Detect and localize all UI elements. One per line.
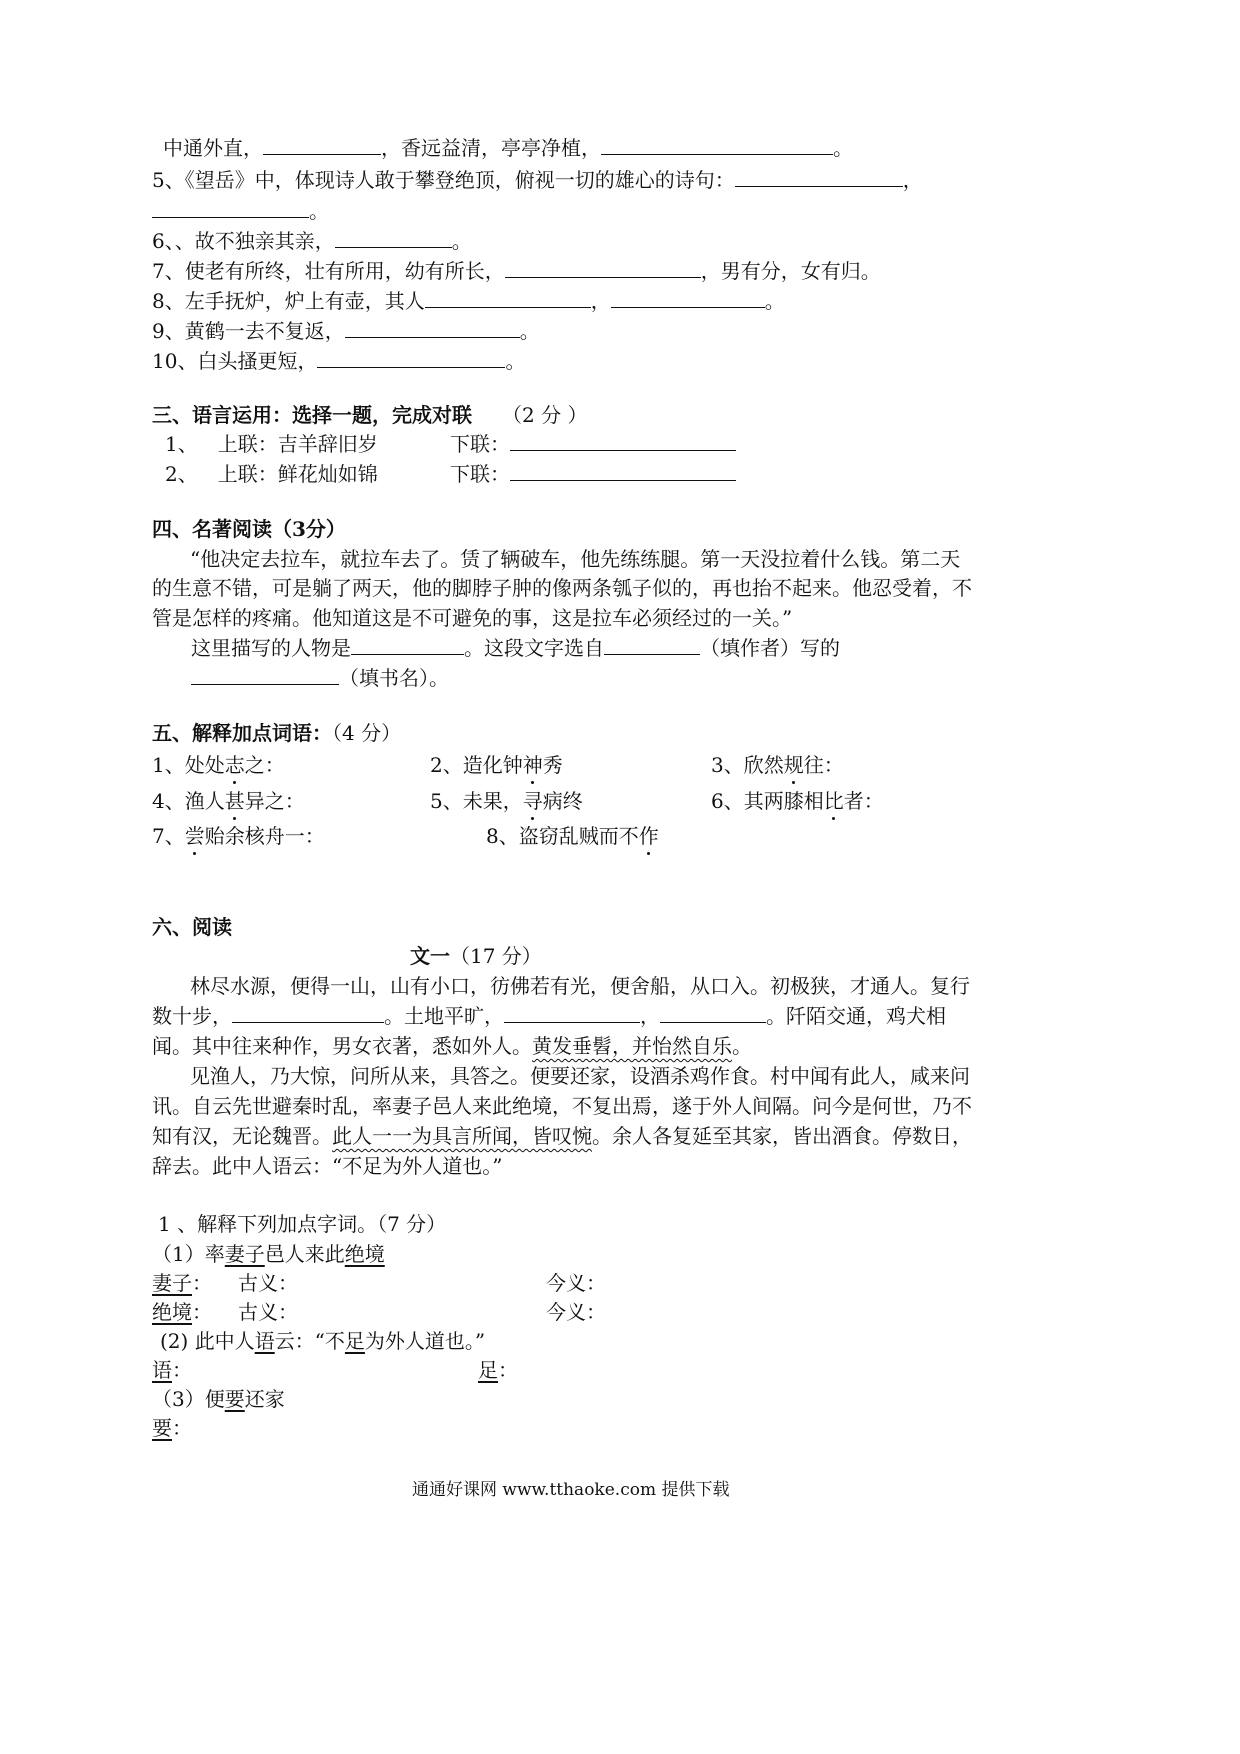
- passage-line: “他决定去拉车，就拉车去了。赁了辆破车，他先练练腿。第一天没拉着什么钱。第二天: [190, 547, 961, 571]
- couplet-answer-1: 下联：: [450, 430, 736, 458]
- poem-line-lotus: 中通外直， ，香远益清，亭亭净植， 。: [163, 136, 853, 160]
- question-10: 10、白头搔更短， 。: [152, 349, 526, 373]
- section-4-question: 这里描写的人物是 。这段文字选自 （填作者）写的: [191, 636, 840, 660]
- answer-blank[interactable]: [191, 664, 339, 685]
- answer-blank[interactable]: [735, 166, 903, 187]
- word-entry-4: 足：: [478, 1358, 518, 1382]
- question-heading: 1 、解释下列加点字词。（7 分）: [158, 1212, 447, 1236]
- vocab-item-8: 8、盗窃乱贼而不作: [486, 824, 659, 848]
- modern-meaning-2: 今义：: [546, 1300, 606, 1324]
- passage-line: 管是怎样的疼痛。他知道这是不可避免的事，这是拉车必须经过的一关。”: [152, 606, 793, 630]
- question-7: 7、使老有所终，壮有所用，幼有所长， ，男有分，女有归。: [152, 259, 881, 283]
- section-5-title: 五、解释加点词语：（4 分）: [152, 721, 402, 745]
- answer-blank[interactable]: [611, 287, 765, 308]
- answer-blank[interactable]: [510, 460, 736, 481]
- passage-line: 辞去。此中人语云：“不足为外人道也。”: [152, 1154, 503, 1178]
- section-3-title: 三、语言运用：选择一题，完成对联 （2 分 ）: [152, 403, 588, 427]
- sentence-3: （3）便要还家: [152, 1387, 285, 1411]
- answer-blank[interactable]: [335, 227, 452, 248]
- answer-blank[interactable]: [604, 634, 700, 655]
- word-entry-2: 绝境： 古义：: [152, 1300, 298, 1324]
- answer-blank[interactable]: [660, 1002, 766, 1023]
- answer-blank[interactable]: [152, 197, 309, 218]
- vocab-item-6: 6、其两膝相比者：: [711, 789, 884, 813]
- answer-blank[interactable]: [504, 1002, 640, 1023]
- vocab-item-1: 1、处处志之：: [152, 753, 285, 777]
- modern-meaning-1: 今义：: [546, 1271, 606, 1295]
- answer-blank[interactable]: [510, 430, 736, 451]
- section-4-title: 四、名著阅读（3分）: [152, 517, 346, 541]
- passage-line: 数十步， 。土地平旷， ， 。阡陌交通，鸡犬相: [152, 1004, 946, 1028]
- reading-subtitle: 文一（17 分）: [410, 944, 542, 968]
- section-4-question-cont: （填书名）。: [191, 664, 449, 692]
- vocab-item-5: 5、未果，寻病终: [430, 789, 583, 813]
- passage-line: 讯。自云先世避秦时乱，率妻子邑人来此绝境，不复出焉，遂于外人间隔。问今是何世，乃不: [152, 1094, 972, 1118]
- answer-blank[interactable]: [345, 317, 520, 338]
- answer-blank[interactable]: [601, 134, 833, 155]
- question-5-cont: 。: [152, 197, 329, 225]
- passage-line: 见渔人，乃大惊，问所从来，具答之。便要还家，设酒杀鸡作食。村中闻有此人，咸来问: [190, 1064, 970, 1088]
- sentence-2: (2) 此中人语云：“不足为外人道也。”: [160, 1329, 486, 1353]
- vocab-item-4: 4、渔人甚异之：: [152, 789, 305, 813]
- answer-blank[interactable]: [425, 287, 591, 308]
- answer-blank[interactable]: [263, 134, 381, 155]
- question-6: 6、、故不独亲其亲， 。: [152, 229, 472, 253]
- word-entry-1: 妻子： 古义：: [152, 1271, 298, 1295]
- footer-source: 通通好课网 www.tthaoke.com 提供下载: [412, 1480, 730, 1500]
- passage-line: 林尽水源，便得一山，山有小口，彷佛若有光，便舍船，从口入。初极狭，才通人。复行: [190, 974, 970, 998]
- vocab-item-2: 2、造化钟神秀: [430, 753, 563, 777]
- word-entry-3: 语：: [152, 1358, 192, 1382]
- sentence-1: （1）率妻子邑人来此绝境: [152, 1242, 385, 1266]
- answer-blank[interactable]: [351, 634, 464, 655]
- word-entry-5: 要：: [152, 1416, 192, 1440]
- answer-blank[interactable]: [505, 257, 701, 278]
- question-9: 9、黄鹤一去不复返， 。: [152, 319, 540, 343]
- passage-line: 知有汉，无论魏晋。此人一一为具言所闻，皆叹惋。余人各复延至其家，皆出酒食。停数日，: [152, 1124, 972, 1148]
- question-8: 8、左手抚炉，炉上有壶，其人 ， 。: [152, 289, 785, 313]
- section-6-title: 六、阅读: [152, 915, 232, 939]
- vocab-item-3: 3、欣然规往：: [711, 753, 844, 777]
- vocab-item-7: 7、尝贻余核舟一：: [152, 824, 325, 848]
- passage-line: 闻。其中往来种作，男女衣著，悉如外人。黄发垂髫，并怡然自乐。: [152, 1034, 752, 1058]
- couplet-item-2: 2、 上联：鲜花灿如锦: [165, 462, 378, 486]
- passage-line: 的生意不错，可是躺了两天，他的脚脖子肿的像两条瓠子似的，再也抬不起来。他忍受着，不: [152, 576, 972, 600]
- couplet-answer-2: 下联：: [450, 460, 736, 488]
- answer-blank[interactable]: [317, 347, 505, 368]
- answer-blank[interactable]: [232, 1002, 384, 1023]
- question-5: 5、《望岳》中，体现诗人敢于攀登绝顶，俯视一切的雄心的诗句： ，: [152, 168, 923, 192]
- couplet-item-1: 1、 上联：吉羊辞旧岁: [165, 432, 378, 456]
